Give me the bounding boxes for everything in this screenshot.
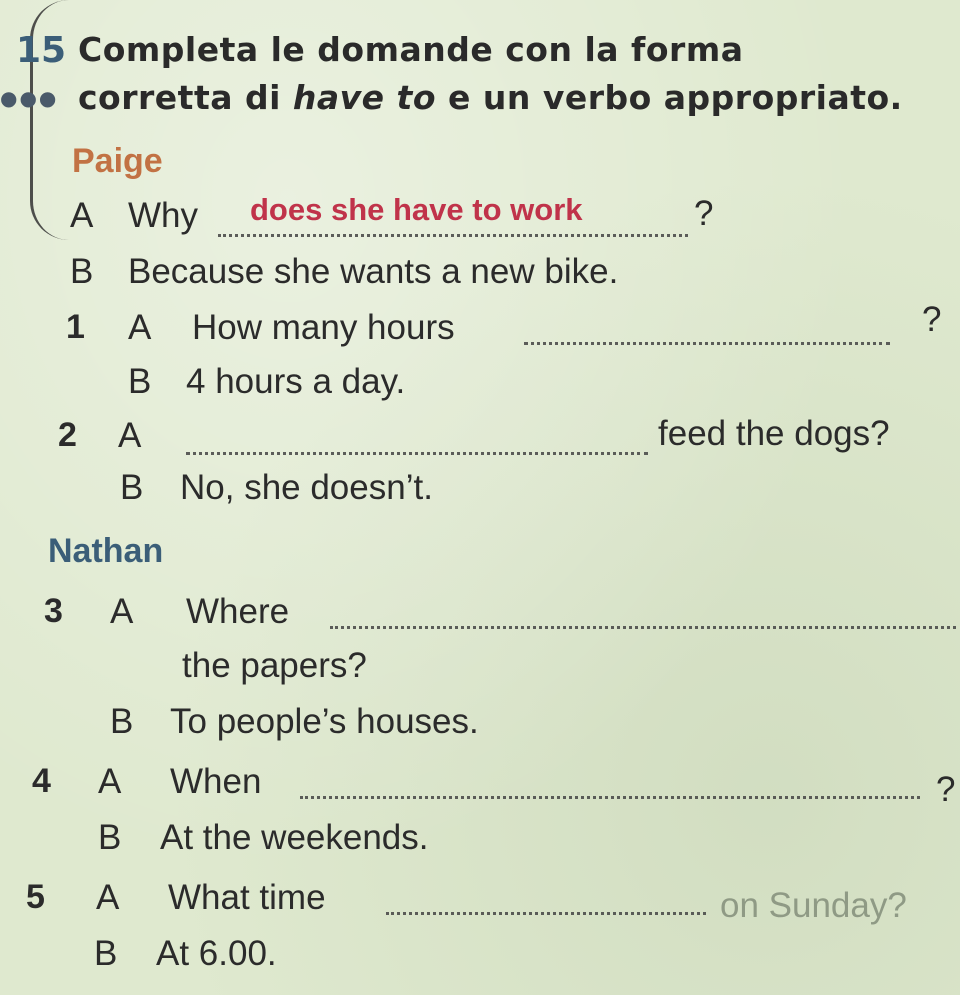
example-answer: does she have to work bbox=[250, 192, 583, 227]
item-3-b-text: To people’s houses. bbox=[170, 702, 479, 741]
item-4-b-text: At the weekends. bbox=[160, 818, 429, 857]
item-2-number: 2 bbox=[58, 416, 77, 454]
item-1-b-label: B bbox=[128, 362, 152, 401]
section-heading-paige: Paige bbox=[72, 142, 163, 180]
item-3-blank[interactable] bbox=[330, 626, 956, 629]
item-3-a-cont: the papers? bbox=[182, 646, 367, 685]
example-b-text: Because she wants a new bike. bbox=[128, 252, 619, 291]
section-heading-nathan: Nathan bbox=[48, 532, 164, 570]
item-4-a-label: A bbox=[98, 762, 122, 801]
item-3-number: 3 bbox=[44, 592, 63, 630]
item-1-number: 1 bbox=[66, 308, 85, 346]
item-4-a-text: When bbox=[170, 762, 262, 801]
item-2-a-label: A bbox=[118, 416, 142, 455]
item-5-blank[interactable] bbox=[386, 912, 706, 915]
item-5-number: 5 bbox=[26, 878, 45, 916]
item-1-a-end: ? bbox=[922, 300, 942, 339]
item-1-b-text: 4 hours a day. bbox=[186, 362, 406, 401]
instruction-line-2: corretta di have to e un verbo appropriato. bbox=[78, 78, 903, 117]
item-1-a-text: How many hours bbox=[192, 308, 455, 347]
item-3-b-label: B bbox=[110, 702, 134, 741]
item-4-blank[interactable] bbox=[300, 796, 920, 799]
item-5-a-end: on Sunday? bbox=[720, 886, 907, 925]
instruction-emphasis: have to bbox=[292, 78, 436, 117]
item-4-number: 4 bbox=[32, 762, 51, 800]
example-a-end: ? bbox=[694, 194, 714, 233]
example-a-label: A bbox=[70, 196, 94, 235]
item-5-b-text: At 6.00. bbox=[156, 934, 277, 973]
item-2-blank[interactable] bbox=[186, 452, 648, 455]
item-3-a-label: A bbox=[110, 592, 134, 631]
item-5-a-label: A bbox=[96, 878, 120, 917]
instruction-line-1: Completa le domande con la forma bbox=[78, 30, 744, 69]
example-b-label: B bbox=[70, 252, 94, 291]
item-1-blank[interactable] bbox=[524, 342, 890, 345]
item-2-a-end: feed the dogs? bbox=[658, 414, 890, 453]
item-5-b-label: B bbox=[94, 934, 118, 973]
item-2-b-label: B bbox=[120, 468, 144, 507]
dots-icon: ●●● bbox=[0, 86, 59, 110]
item-2-b-text: No, she doesn’t. bbox=[180, 468, 433, 507]
example-a-text: Why bbox=[128, 196, 198, 235]
item-4-b-label: B bbox=[98, 818, 122, 857]
item-5-a-text: What time bbox=[168, 878, 326, 917]
item-4-a-end: ? bbox=[936, 770, 956, 809]
example-blank bbox=[218, 234, 688, 237]
item-3-a-text: Where bbox=[186, 592, 290, 631]
exercise-number: 15 bbox=[16, 30, 67, 71]
item-1-a-label: A bbox=[128, 308, 152, 347]
